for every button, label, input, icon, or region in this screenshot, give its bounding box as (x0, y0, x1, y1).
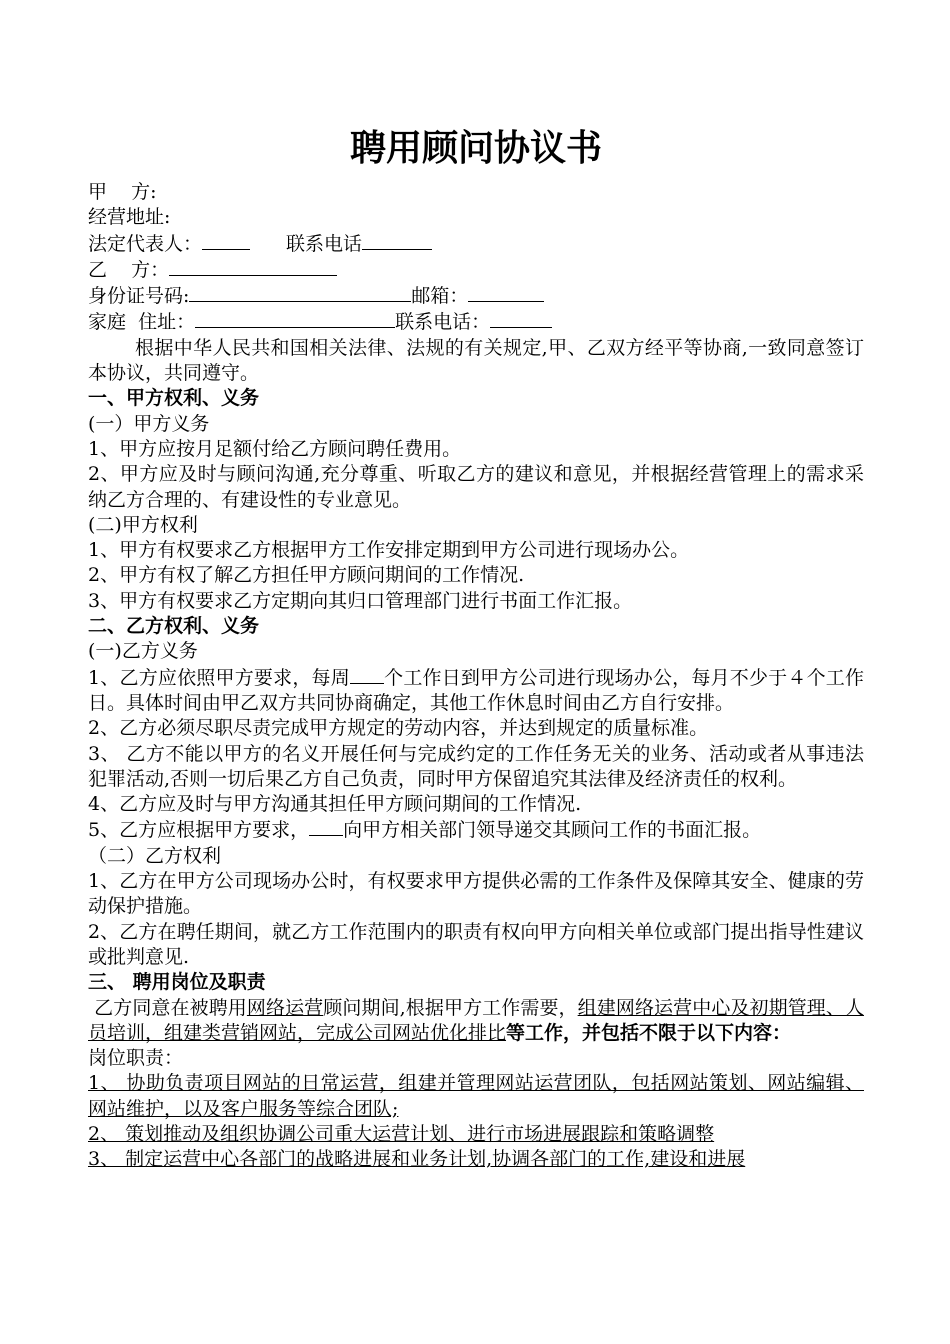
phone-blank[interactable] (362, 231, 432, 250)
section1-sub2-item: 1、甲方有权要求乙方根据甲方工作安排定期到甲方公司进行现场办公。 (88, 539, 690, 562)
section2-item-3: 3、 乙方不能以甲方的名义开展任何与完成约定的工作任务无关的业务、活动或者从事违法犯罪活动,否则一切后果乙方自己负责，同时甲方保留追究其法律及经济责任的权利。 (88, 742, 864, 790)
address-line (88, 205, 864, 230)
s3-scope: 组建网络运营中心及初期管理、人员培训，组建类营销网站，完成公司网站优化排比 (88, 996, 864, 1044)
section2-item-4: 4、乙方应及时与甲方沟通其担任甲方顾问期间的工作情况. (88, 793, 582, 816)
home-address-label: 家庭 住址： (88, 311, 196, 334)
weekly-days-blank[interactable] (350, 665, 384, 684)
duty-item: 1、 协助负责项目网站的日常运营，组建并管理网站运营团队，包括网站策划、网站编辑、 网站维护，以及客户服务等综合团队; (88, 1072, 864, 1120)
section1-sub1-item: 1、甲方应按月足额付给乙方顾问聘任费用。 (88, 437, 462, 460)
duty-item: 3、 制定运营中心各部门的战略进展和业务计划,协调各部门的工作,建设和进展 (88, 1148, 746, 1171)
legal-rep-line (88, 231, 864, 257)
item5-pre: 5、乙方应根据甲方要求， (88, 819, 310, 842)
home-phone-blank[interactable] (490, 309, 552, 328)
phone-label: 联系电话 (286, 232, 363, 255)
item1-post: 个工作日到甲方公司进行现场办公，每月不少于４个工作日。具体时间由甲乙双方共同协商确定，其他工作休息时间由乙方自行安排。 (88, 666, 864, 714)
home-phone-label: 联系电话： (395, 311, 491, 334)
intro-paragraph: 根据中华人民共和国相关法律、法规的有关规定,甲、乙双方经平等协商,一致同意签订本协议，共同遵守。 (88, 336, 864, 385)
duty-item: 2、 策划推动及组织协调公司重大运营计划、进行市场进展跟踪和策略调整 (88, 1122, 715, 1145)
party-a-label: 甲 方: (88, 181, 157, 203)
id-line (88, 283, 864, 309)
id-blank[interactable] (189, 283, 411, 302)
address-label: 经营地址: (88, 206, 171, 229)
s3-part-e: 等工作，并包括不限于以下内容： (506, 1021, 792, 1044)
report-frequency-blank[interactable] (309, 817, 343, 836)
section2-sub2-item: 2、乙方在聘任期间，就乙方工作范围内的职责有权向甲方向相关单位或部门提出指导性建议或批判意见. (88, 920, 864, 968)
section2-sub2: （二）乙方权利 (88, 844, 222, 867)
document-title: 聘用顾问协议书 (349, 128, 602, 169)
s3-position: 网络运营 (246, 996, 324, 1019)
section1-sub2-item: 3、甲方有权要求乙方定期向其归口管理部门进行书面工作汇报。 (88, 589, 633, 612)
email-blank[interactable] (468, 283, 544, 302)
party-b-blank[interactable] (169, 257, 337, 276)
party-a-line (88, 180, 864, 205)
legal-rep-label: 法定代表人： (88, 232, 203, 255)
section3-heading: 三、 聘用岗位及职责 (88, 971, 266, 994)
section2-item-5 (88, 817, 864, 843)
section2-sub1: (一)乙方义务 (88, 640, 198, 663)
section1-sub2-item: 2、甲方有权了解乙方担任甲方顾问期间的工作情况. (88, 564, 525, 587)
section2-heading: 二、乙方权利、义务 (88, 615, 260, 638)
section2-item-1 (88, 665, 864, 717)
home-address-line (88, 309, 864, 335)
home-address-blank[interactable] (195, 309, 395, 328)
duties-label: 岗位职责： (88, 1047, 184, 1070)
s3-part-a: 乙方同意在被聘用 (88, 996, 247, 1019)
party-b-line (88, 257, 864, 283)
contract-document (88, 118, 864, 1173)
section2-item-2: 2、乙方必须尽职尽责完成甲方规定的劳动内容，并达到规定的质量标准。 (88, 717, 709, 740)
id-label: 身份证号码: (88, 285, 190, 308)
section1-sub2: (二)甲方权利 (88, 513, 198, 536)
item1-pre: 1、乙方应依照甲方要求，每周 (88, 666, 350, 689)
party-b-label: 乙 方： (88, 258, 170, 281)
s3-part-c: 顾问期间,根据甲方工作需要， (323, 996, 578, 1019)
legal-rep-blank[interactable] (202, 231, 250, 250)
email-label: 邮箱： (411, 285, 469, 308)
section3-paragraph (88, 996, 864, 1047)
section1-sub1-item: 2、甲方应及时与顾问沟通,充分尊重、听取乙方的建议和意见，并根据经营管理上的需求采纳乙方合理的、有建设性的专业意见。 (88, 463, 864, 511)
section2-sub2-item: 1、乙方在甲方公司现场办公时，有权要求甲方提供必需的工作条件及保障其安全、健康的劳动保护措施。 (88, 870, 864, 918)
section1-sub1: (一）甲方义务 (88, 412, 210, 435)
section1-heading: 一、甲方权利、义务 (88, 387, 260, 410)
item5-post: 向甲方相关部门领导递交其顾问工作的书面汇报。 (343, 819, 762, 842)
